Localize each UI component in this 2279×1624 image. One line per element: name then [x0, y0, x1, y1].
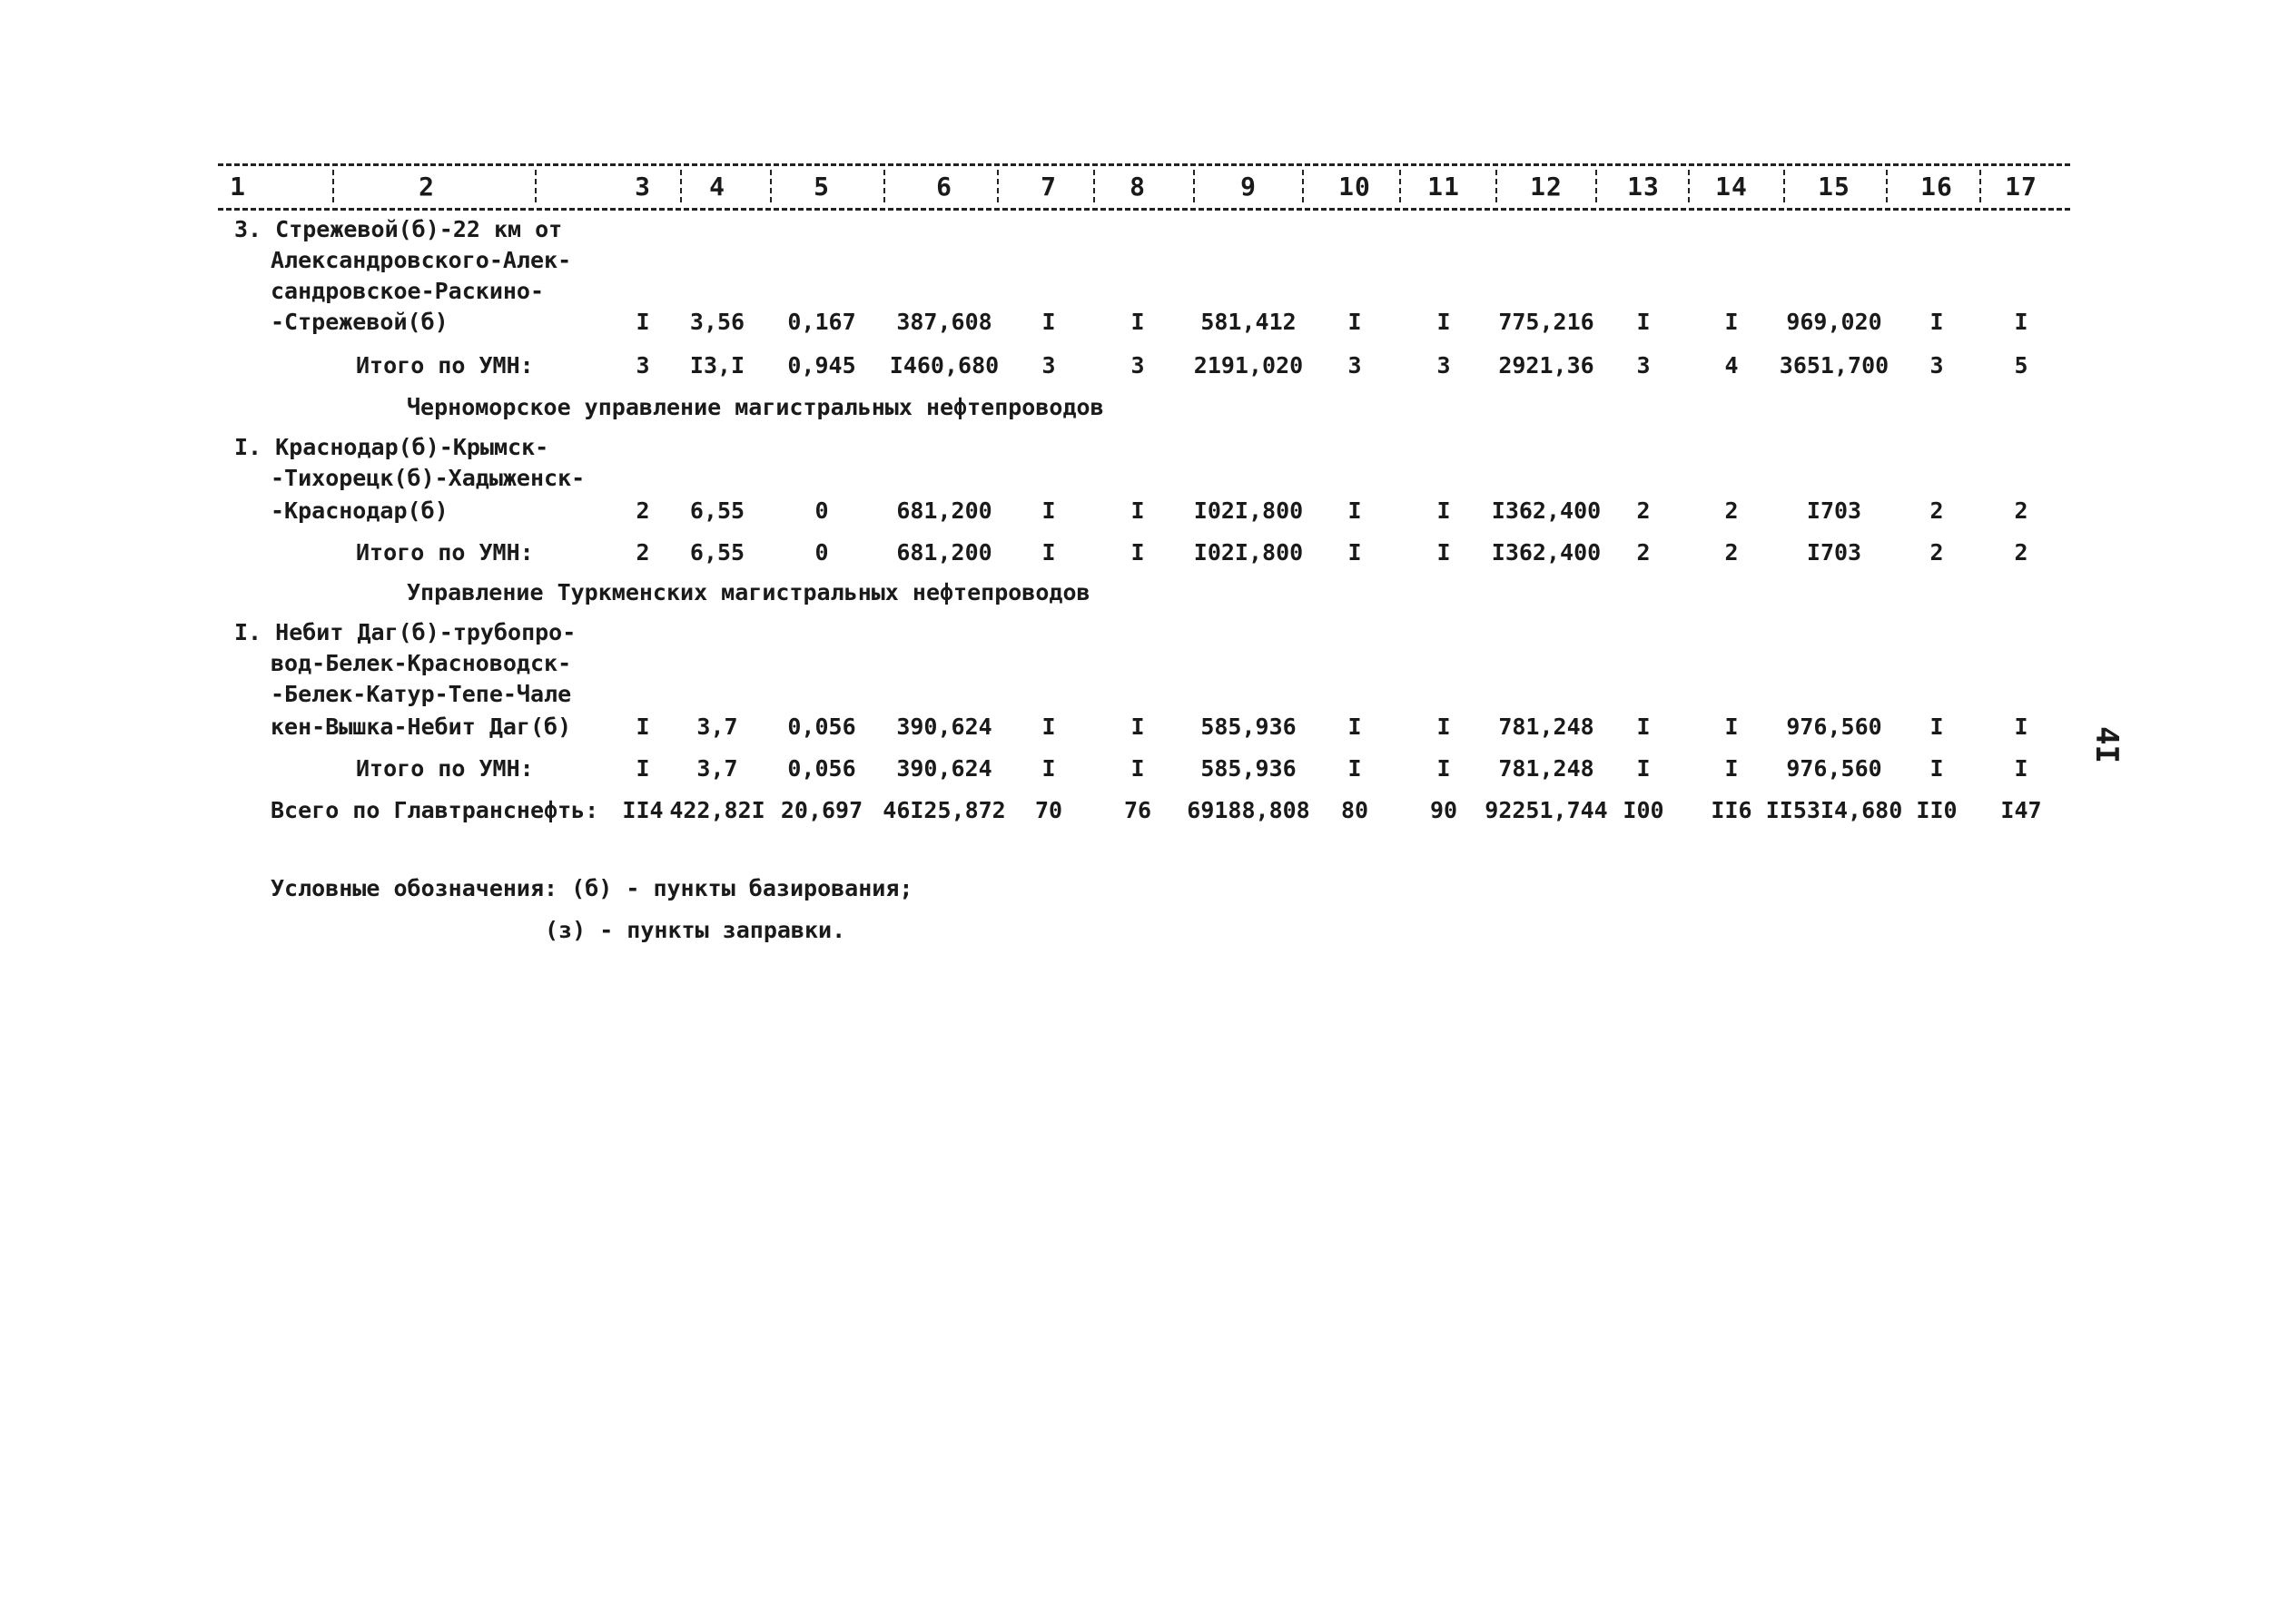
table-cell: 387,608 — [896, 309, 992, 335]
entry-desc-line: -Краснодар(б) — [271, 497, 449, 524]
column-number: 1 — [230, 172, 246, 202]
table-cell: I — [1347, 497, 1362, 524]
table-cell: 3 — [1436, 352, 1451, 379]
table-cell: 3651,700 — [1779, 352, 1889, 379]
table-cell: 3 — [1929, 352, 1944, 379]
table-cell: I — [1436, 497, 1451, 524]
entry-desc-line: -Тихорецк(б)-Хадыженск- — [271, 465, 586, 491]
table-cell: 0,945 — [787, 352, 856, 379]
column-separator — [1093, 170, 1095, 202]
subtotal-row — [0, 753, 2279, 784]
table-cell: 969,020 — [1786, 309, 1882, 335]
column-separator — [1688, 170, 1690, 202]
table-cell: I362,400 — [1491, 539, 1602, 566]
column-number: 7 — [1041, 172, 1057, 202]
table-cell: I02I,800 — [1193, 497, 1304, 524]
column-number: 13 — [1627, 172, 1660, 202]
column-separator — [1495, 170, 1497, 202]
table-cell: I — [1130, 714, 1145, 740]
table-cell: II0 — [1916, 797, 1958, 823]
table-cell: I — [1929, 309, 1944, 335]
table-cell: 3 — [1347, 352, 1362, 379]
table-cell: I460,680 — [889, 352, 1000, 379]
table-cell: I — [1347, 755, 1362, 782]
table-cell: I — [1041, 309, 1056, 335]
table-cell: 2 — [2014, 497, 2028, 524]
entry-desc-line: I. Небит Даг(б)-трубопро- — [234, 619, 577, 645]
column-number: 3 — [635, 172, 651, 202]
table-cell: 422,82I — [669, 797, 765, 823]
table-cell: 775,216 — [1498, 309, 1594, 335]
legend-base-points: (б) - пункты базирования; — [571, 875, 913, 901]
table-cell: 976,560 — [1786, 755, 1882, 782]
subtotal-row — [0, 537, 2279, 568]
column-number: 14 — [1715, 172, 1748, 202]
table-cell: 92251,744 — [1485, 797, 1608, 823]
table-cell: I — [2014, 309, 2028, 335]
table-cell: II6 — [1711, 797, 1752, 823]
subtotal-label: Итого по УМН: — [356, 352, 534, 379]
grand-total-label: Всего по Главтранснефть: — [271, 797, 599, 823]
table-cell: I — [636, 309, 650, 335]
table-cell: I — [1130, 539, 1145, 566]
entry-desc-line: -Стрежевой(б) — [271, 309, 449, 335]
table-cell: 585,936 — [1200, 755, 1297, 782]
table-cell: I — [1724, 714, 1739, 740]
table-cell: 2 — [636, 539, 650, 566]
column-number: 4 — [709, 172, 725, 202]
entry-desc-line: сандровское-Раскино- — [271, 278, 545, 304]
entry-desc-line: 3. Стрежевой(б)-22 км от — [234, 216, 563, 242]
table-cell: 2 — [1724, 539, 1739, 566]
column-number: 9 — [1240, 172, 1257, 202]
table-cell: I — [1436, 755, 1451, 782]
table-cell: 6,55 — [689, 539, 745, 566]
page-number: 4I — [2088, 726, 2125, 763]
column-number: 2 — [419, 172, 435, 202]
table-cell: 5 — [2014, 352, 2028, 379]
entry-desc-line: I. Краснодар(б)-Крымск- — [234, 434, 549, 460]
table-cell: I3,I — [689, 352, 745, 379]
table-cell: 0 — [814, 539, 829, 566]
entry-desc-line: -Белек-Катур-Тепе-Чале — [271, 681, 572, 707]
table-cell: 681,200 — [896, 539, 992, 566]
table-cell: I — [1347, 309, 1362, 335]
table-cell: 2921,36 — [1498, 352, 1594, 379]
table-row — [0, 307, 2279, 338]
table-cell: 3 — [636, 352, 650, 379]
table-cell: 781,248 — [1498, 755, 1594, 782]
column-separator — [1783, 170, 1785, 202]
grand-total-row — [0, 795, 2279, 826]
subtotal-row — [0, 350, 2279, 381]
table-cell: I — [1436, 539, 1451, 566]
table-cell: I — [1041, 539, 1056, 566]
table-cell: 2 — [636, 497, 650, 524]
legend-line-1 — [271, 875, 913, 901]
entry-desc-line: вод-Белек-Красноводск- — [271, 650, 572, 676]
table-cell: 3 — [1041, 352, 1056, 379]
table-cell: I — [636, 755, 650, 782]
column-number: 12 — [1530, 172, 1563, 202]
table-cell: 76 — [1123, 797, 1152, 823]
table-cell: 4 — [1724, 352, 1739, 379]
table-cell: 69188,808 — [1187, 797, 1310, 823]
table-cell: I47 — [2000, 797, 2042, 823]
column-separator — [1399, 170, 1401, 202]
table-cell: I703 — [1806, 497, 1862, 524]
legend-line-2: (з) - пункты заправки. — [545, 917, 846, 943]
table-cell: I00 — [1623, 797, 1664, 823]
legend-prefix: Условные обозначения: — [271, 875, 558, 901]
column-number: 15 — [1818, 172, 1850, 202]
table-cell: 0,167 — [787, 309, 856, 335]
table-cell: 585,936 — [1200, 714, 1297, 740]
table-cell: 3 — [1636, 352, 1651, 379]
table-cell: I362,400 — [1491, 497, 1602, 524]
table-cell: 80 — [1340, 797, 1369, 823]
table-cell: I — [1636, 714, 1651, 740]
table-cell: 20,697 — [780, 797, 863, 823]
table-cell: I — [1929, 755, 1944, 782]
table-cell: I — [1347, 714, 1362, 740]
column-number: 5 — [814, 172, 830, 202]
table-cell: 781,248 — [1498, 714, 1594, 740]
section-title: Черноморское управление магистральных нефтепроводов — [407, 394, 1104, 420]
table-cell: I02I,800 — [1193, 539, 1304, 566]
table-cell: 581,412 — [1200, 309, 1297, 335]
table-cell: 2 — [2014, 539, 2028, 566]
table-row — [0, 712, 2279, 743]
table-cell: I — [1347, 539, 1362, 566]
table-cell: 0 — [814, 497, 829, 524]
column-separator — [997, 170, 999, 202]
table-cell: 46I25,872 — [883, 797, 1006, 823]
subtotal-label: Итого по УМН: — [356, 755, 534, 782]
table-cell: I — [2014, 755, 2028, 782]
table-cell: I — [1724, 309, 1739, 335]
entry-desc-line: кен-Вышка-Небит Даг(б) — [271, 714, 572, 740]
table-cell: 70 — [1034, 797, 1063, 823]
table-cell: 390,624 — [896, 755, 992, 782]
table-row — [0, 496, 2279, 527]
column-separator — [332, 170, 334, 202]
table-cell: 3,7 — [696, 714, 738, 740]
table-cell: 2 — [1636, 497, 1651, 524]
table-cell: I — [636, 714, 650, 740]
entry-desc-line: Александровского-Алек- — [271, 247, 572, 273]
column-separator — [770, 170, 772, 202]
table-cell: I — [1041, 497, 1056, 524]
table-cell: 2 — [1929, 497, 1944, 524]
table-cell: II53I4,680 — [1765, 797, 1903, 823]
table-cell: I — [1041, 714, 1056, 740]
table-cell: 681,200 — [896, 497, 992, 524]
table-cell: 0,056 — [787, 755, 856, 782]
subtotal-label: Итого по УМН: — [356, 539, 534, 566]
table-cell: I703 — [1806, 539, 1862, 566]
table-cell: I — [1436, 309, 1451, 335]
column-separator — [883, 170, 885, 202]
table-cell: 2191,020 — [1193, 352, 1304, 379]
column-separator — [680, 170, 682, 202]
section-title: Управление Туркменских магистральных нефтепроводов — [407, 579, 1090, 605]
table-cell: I — [1041, 755, 1056, 782]
column-separator — [535, 170, 537, 202]
table-cell: 3 — [1130, 352, 1145, 379]
table-cell: II4 — [622, 797, 664, 823]
table-cell: 3,7 — [696, 755, 738, 782]
column-separator — [1886, 170, 1888, 202]
column-number: 8 — [1130, 172, 1146, 202]
column-separator — [1302, 170, 1304, 202]
table-cell: I — [1130, 497, 1145, 524]
table-cell: 2 — [1636, 539, 1651, 566]
table-cell: 2 — [1929, 539, 1944, 566]
table-cell: 390,624 — [896, 714, 992, 740]
table-cell: 0,056 — [787, 714, 856, 740]
column-number: 6 — [936, 172, 952, 202]
table-cell: I — [1724, 755, 1739, 782]
table-cell: 3,56 — [689, 309, 745, 335]
column-separator — [1979, 170, 1981, 202]
table-cell: I — [1436, 714, 1451, 740]
table-cell: 6,55 — [689, 497, 745, 524]
column-separator — [1595, 170, 1597, 202]
table-cell: 2 — [1724, 497, 1739, 524]
table-cell: I — [2014, 714, 2028, 740]
table-cell: I — [1130, 309, 1145, 335]
table-cell: I — [1636, 309, 1651, 335]
table-cell: I — [1130, 755, 1145, 782]
column-separator — [1193, 170, 1195, 202]
table-cell: 976,560 — [1786, 714, 1882, 740]
table-cell: 90 — [1429, 797, 1458, 823]
column-number: 11 — [1427, 172, 1460, 202]
table-cell: I — [1636, 755, 1651, 782]
column-number: 16 — [1920, 172, 1953, 202]
column-number: 17 — [2005, 172, 2037, 202]
column-number-header — [218, 163, 2070, 211]
column-number: 10 — [1338, 172, 1371, 202]
table-cell: I — [1929, 714, 1944, 740]
